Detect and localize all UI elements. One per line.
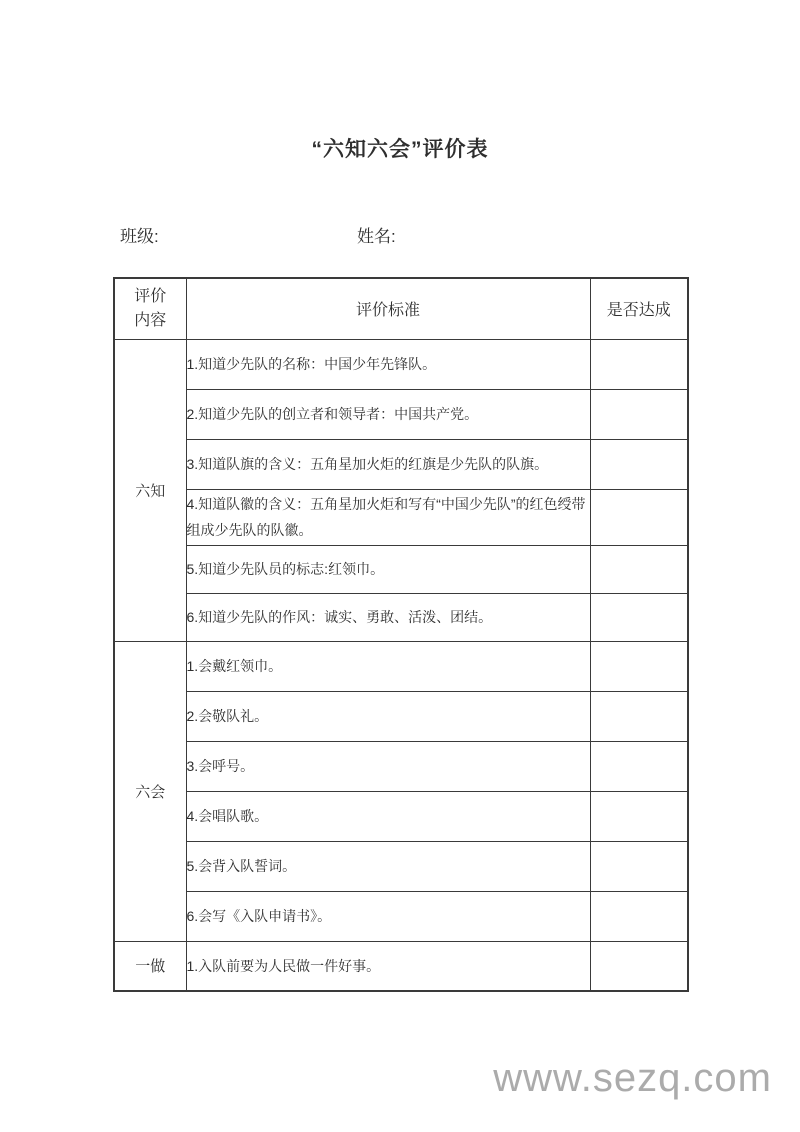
table-row	[114, 389, 688, 439]
watermark: www.sezq.com	[493, 1056, 772, 1100]
table-row	[114, 691, 688, 741]
header-criteria: 评价标准	[186, 278, 590, 339]
criteria-cell: 3.知道队旗的含义：五角星加火炬的红旗是少先队的队旗。	[186, 439, 590, 489]
achieved-cell	[590, 791, 688, 841]
criteria-cell: 1.会戴红领巾。	[186, 641, 590, 691]
category-cell-one-do: 一做	[114, 941, 186, 991]
achieved-cell	[590, 593, 688, 641]
table-row	[114, 791, 688, 841]
criteria-cell: 2.会敬队礼。	[186, 691, 590, 741]
achieved-cell	[590, 641, 688, 691]
criteria-cell: 2.知道少先队的创立者和领导者：中国共产党。	[186, 389, 590, 439]
achieved-cell	[590, 389, 688, 439]
name-label: 姓名:	[357, 227, 396, 246]
achieved-cell	[590, 941, 688, 991]
header-eval-content	[114, 278, 186, 339]
criteria-cell: 5.会背入队誓词。	[186, 841, 590, 891]
evaluation-table	[113, 277, 689, 992]
criteria-cell: 5.知道少先队员的标志:红领巾。	[186, 545, 590, 593]
achieved-cell	[590, 741, 688, 791]
table-row	[114, 891, 688, 941]
header-achieved: 是否达成	[590, 278, 688, 339]
criteria-cell: 3.会呼号。	[186, 741, 590, 791]
criteria-cell: 6.会写《入队申请书》。	[186, 891, 590, 941]
info-line	[0, 224, 800, 250]
table-row	[114, 941, 688, 991]
page-title: “六知六会”评价表	[311, 138, 489, 161]
achieved-cell	[590, 545, 688, 593]
criteria-cell: 1.入队前要为人民做一件好事。	[186, 941, 590, 991]
table-row	[114, 741, 688, 791]
criteria-cell: 1.知道少先队的名称：中国少年先锋队。	[186, 339, 590, 389]
achieved-cell	[590, 489, 688, 545]
achieved-cell	[590, 891, 688, 941]
table-row	[114, 339, 688, 389]
category-cell-six-cans: 六会	[114, 641, 186, 941]
header-eval-content-line1: 评价	[134, 287, 167, 305]
criteria-cell: 4.会唱队歌。	[186, 791, 590, 841]
achieved-cell	[590, 439, 688, 489]
table-row	[114, 489, 688, 545]
category-cell-six-knows: 六知	[114, 339, 186, 641]
criteria-cell: 6.知道少先队的作风：诚实、勇敢、活泼、团结。	[186, 593, 590, 641]
header-eval-content-line2: 内容	[134, 311, 167, 329]
table-row	[114, 545, 688, 593]
table-header-row	[114, 278, 688, 339]
achieved-cell	[590, 841, 688, 891]
table-row	[114, 593, 688, 641]
achieved-cell	[590, 339, 688, 389]
table-row	[114, 439, 688, 489]
class-label: 班级:	[120, 227, 159, 246]
table-row	[114, 641, 688, 691]
achieved-cell	[590, 691, 688, 741]
table-row	[114, 841, 688, 891]
criteria-cell: 4.知道队徽的含义：五角星加火炬和写有“中国少先队”的红色绶带组成少先队的队徽。	[186, 489, 590, 545]
